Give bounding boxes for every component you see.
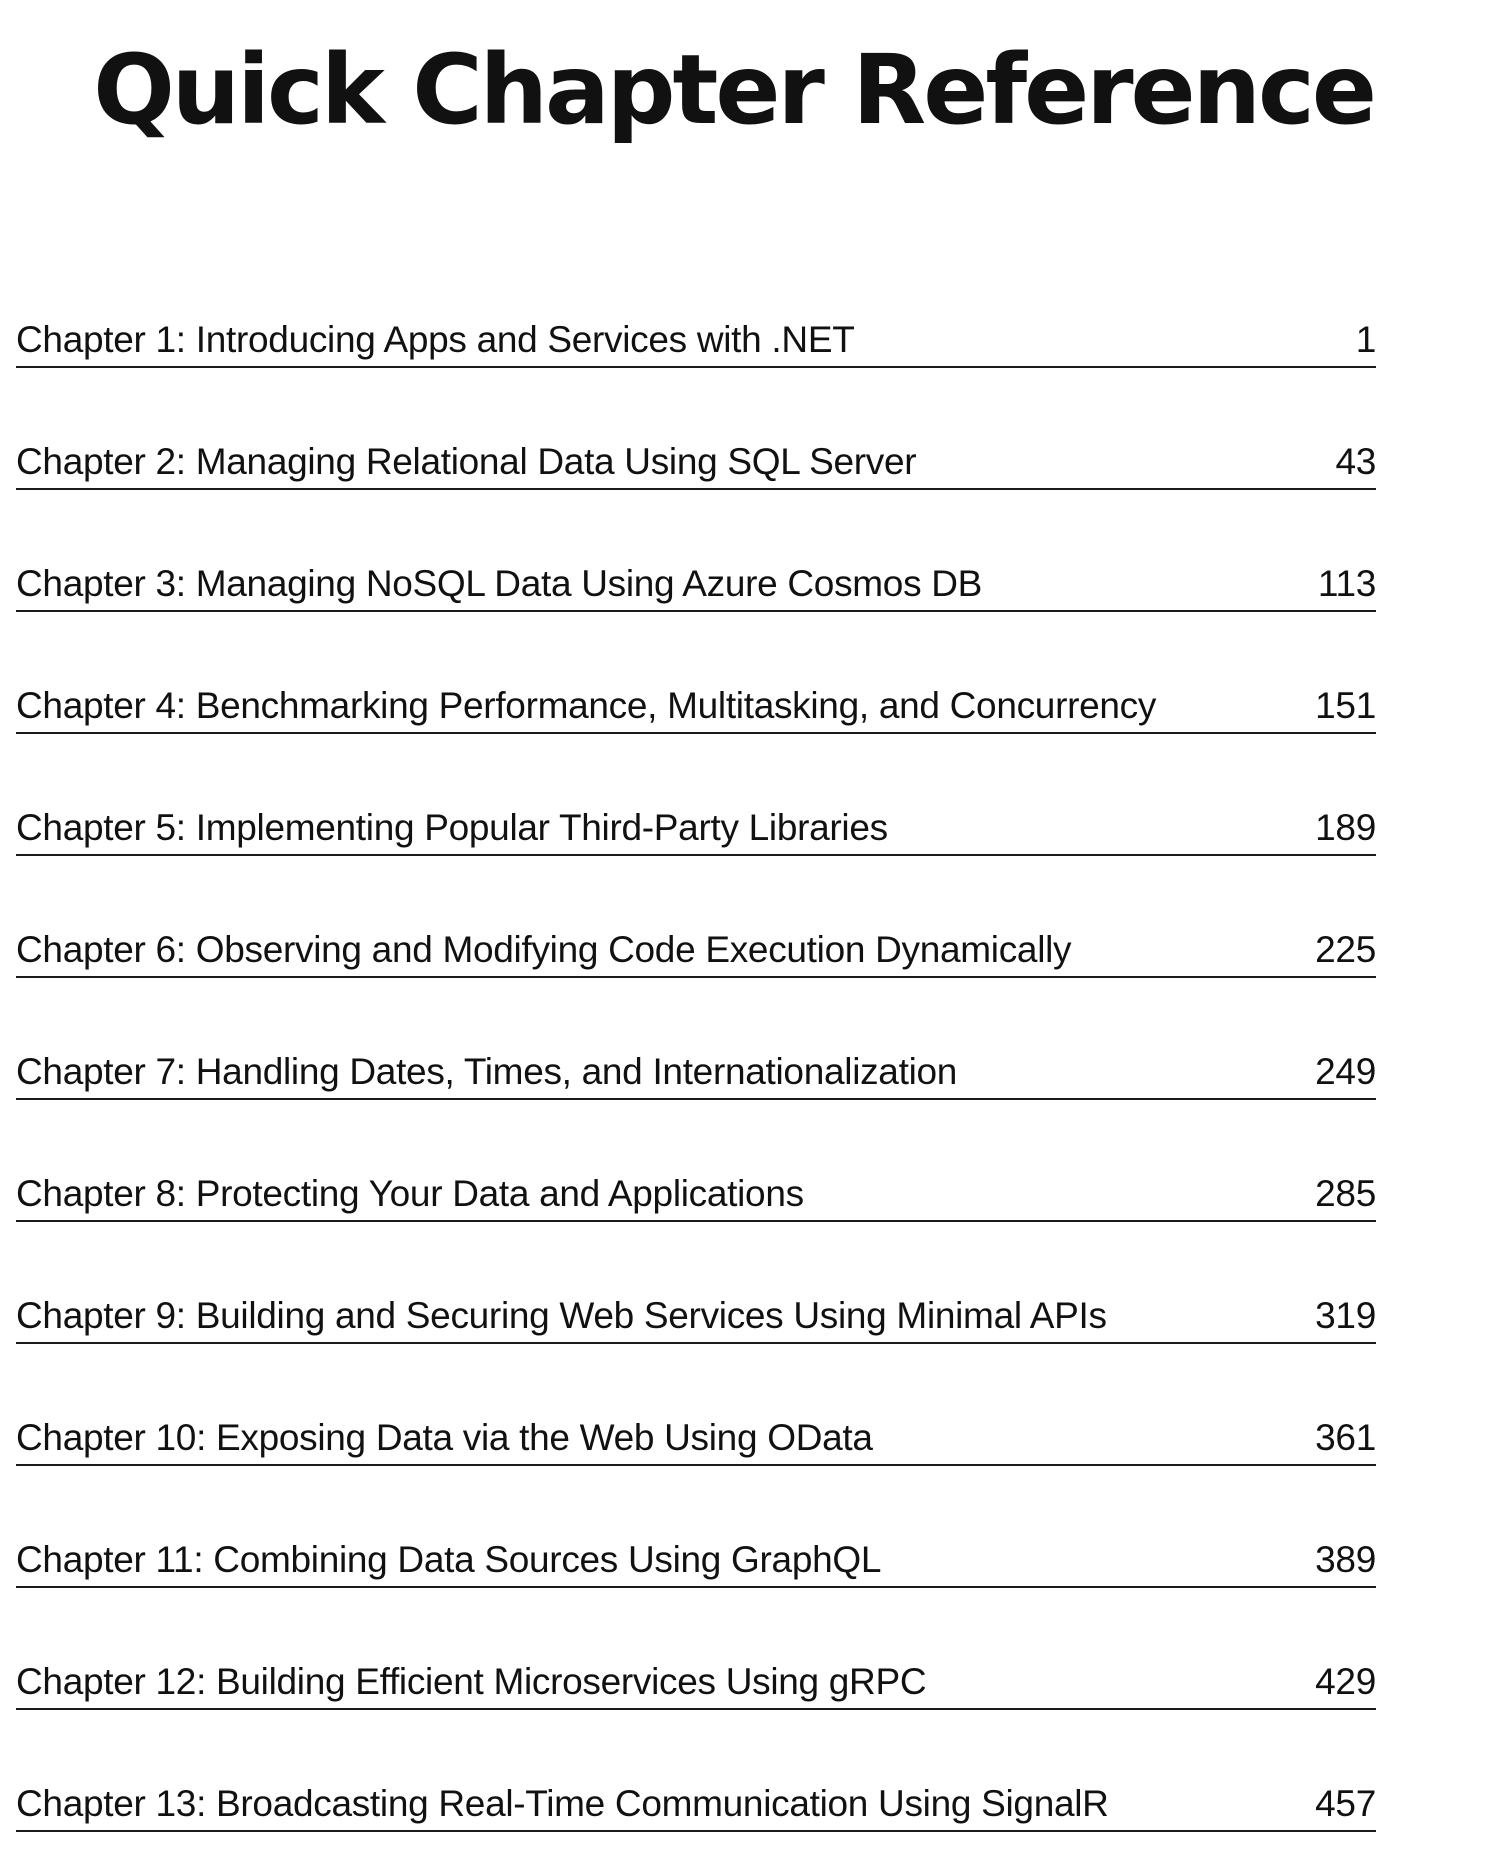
chapter-page-number: 249 bbox=[1315, 1051, 1376, 1092]
chapter-page-number: 151 bbox=[1315, 685, 1376, 726]
chapter-title[interactable]: Chapter 4: Benchmarking Performance, Multitasking, and Concurrency bbox=[16, 685, 1157, 726]
chapter-title[interactable]: Chapter 10: Exposing Data via the Web Using OData bbox=[16, 1417, 873, 1458]
chapter-page-number: 1 bbox=[1355, 319, 1376, 360]
chapter-row[interactable] bbox=[16, 978, 1376, 1100]
chapter-title[interactable]: Chapter 7: Handling Dates, Times, and Internationalization bbox=[16, 1051, 958, 1092]
chapter-page-number: 189 bbox=[1315, 807, 1376, 848]
chapter-title[interactable]: Chapter 6: Observing and Modifying Code Execution Dynamically bbox=[16, 929, 1072, 970]
chapter-title[interactable]: Chapter 1: Introducing Apps and Services with .NET bbox=[16, 319, 855, 360]
chapter-title[interactable]: Chapter 12: Building Efficient Microservices Using gRPC bbox=[16, 1661, 927, 1702]
chapter-row[interactable] bbox=[16, 1222, 1376, 1344]
page-title: Quick Chapter Reference bbox=[93, 34, 1374, 146]
chapter-row[interactable] bbox=[16, 490, 1376, 612]
chapter-row[interactable] bbox=[16, 1100, 1376, 1222]
chapter-row[interactable] bbox=[16, 1710, 1376, 1832]
chapter-row[interactable] bbox=[16, 1588, 1376, 1710]
chapter-page-number: 285 bbox=[1315, 1173, 1376, 1214]
chapter-row[interactable] bbox=[16, 312, 1376, 368]
chapter-title[interactable]: Chapter 3: Managing NoSQL Data Using Azure Cosmos DB bbox=[16, 563, 983, 604]
chapter-title[interactable]: Chapter 5: Implementing Popular Third-Party Libraries bbox=[16, 807, 888, 848]
chapter-page-number: 457 bbox=[1315, 1783, 1376, 1824]
chapter-title[interactable]: Chapter 8: Protecting Your Data and Applications bbox=[16, 1173, 804, 1214]
chapter-row[interactable] bbox=[16, 368, 1376, 490]
chapter-row[interactable] bbox=[16, 1466, 1376, 1588]
chapter-title[interactable]: Chapter 13: Broadcasting Real-Time Communication Using SignalR bbox=[16, 1783, 1109, 1824]
chapter-title[interactable]: Chapter 11: Combining Data Sources Using GraphQL bbox=[16, 1539, 882, 1580]
chapter-page-number: 113 bbox=[1317, 563, 1376, 604]
chapter-page-number: 225 bbox=[1315, 929, 1376, 970]
chapter-page-number: 319 bbox=[1315, 1295, 1376, 1336]
chapter-page-number: 43 bbox=[1335, 441, 1376, 482]
chapter-title[interactable]: Chapter 9: Building and Securing Web Services Using Minimal APIs bbox=[16, 1295, 1107, 1336]
chapter-page-number: 429 bbox=[1315, 1661, 1376, 1702]
chapter-row[interactable] bbox=[16, 734, 1376, 856]
chapter-page-number: 361 bbox=[1315, 1417, 1376, 1458]
chapter-list bbox=[16, 312, 1376, 1832]
chapter-page-number: 389 bbox=[1315, 1539, 1376, 1580]
chapter-title[interactable]: Chapter 2: Managing Relational Data Using SQL Server bbox=[16, 441, 917, 482]
chapter-row[interactable] bbox=[16, 612, 1376, 734]
chapter-row[interactable] bbox=[16, 856, 1376, 978]
chapter-row[interactable] bbox=[16, 1344, 1376, 1466]
